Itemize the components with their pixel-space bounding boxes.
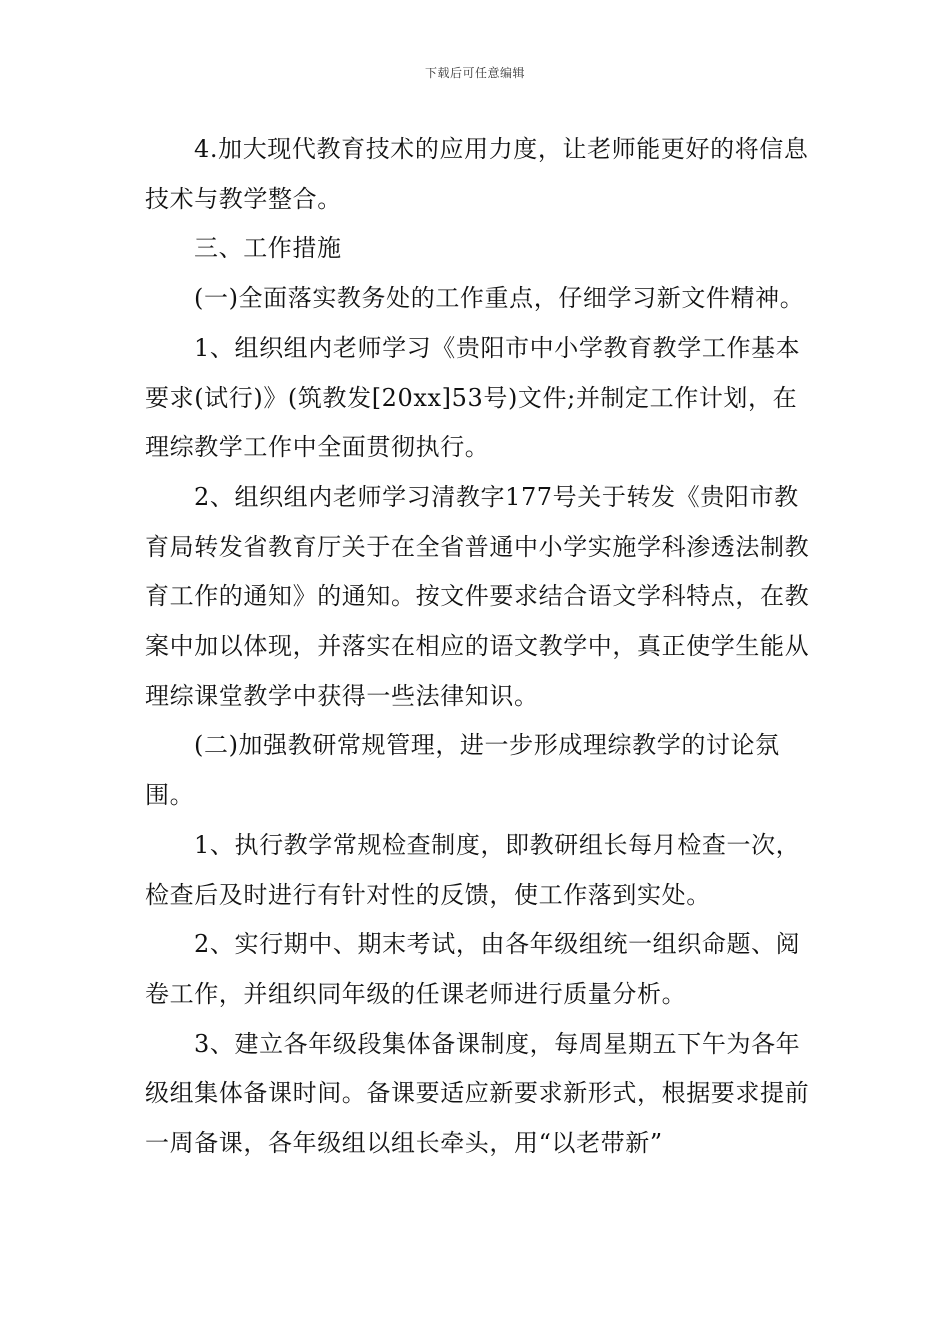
page-header: 下载后可任意编辑 bbox=[424, 66, 525, 80]
paragraph-measure-1-2: 2、组织组内老师学习清教字177号关于转发《贵阳市教育局转发省教育厅关于在全省普通中小学实施学科渗透法制教育工作的通知》的通知。按文件要求结合语文学科特点，在教案中加以体现，并落实在相应的语文教学中，真正使学生能从理综课堂教学中获得一些法律知识。 bbox=[145, 482, 810, 710]
paragraph-measure-2-2: 2、实行期中、期末考试，由各年级组统一组织命题、阅卷工作，并组织同年级的任课老师进行质量分析。 bbox=[145, 930, 801, 1008]
paragraph-measure-2-1: 1、执行教学常规检查制度，即教研组长每月检查一次，检查后及时进行有针对性的反馈，使工作落到实处。 bbox=[145, 830, 801, 909]
paragraph-measure-1-1: 1、组织组内老师学习《贵阳市中小学教育教学工作基本要求(试行)》(筑教发[20xx]53号)文件;并制定工作计划，在理综教学工作中全面贯彻执行。 bbox=[145, 333, 801, 462]
subsection-heading-1: (一)全面落实教务处的工作重点，仔细学习新文件精神。 bbox=[194, 284, 805, 313]
section-heading-work-measures: 三、工作措施 bbox=[194, 234, 342, 263]
paragraph-item-4: 4.加大现代教育技术的应用力度，让老师能更好的将信息技术与教学整合。 bbox=[145, 135, 809, 213]
subsection-heading-2: (二)加强教研常规管理，进一步形成理综教学的讨论氛围。 bbox=[145, 731, 780, 810]
paragraph-measure-2-3: 3、建立各年级段集体备课制度，每周星期五下午为各年级组集体备课时间。备课要适应新要求新形式，根据要求提前一周备课，各年级组以组长牵头，用“以老带新” bbox=[145, 1029, 810, 1158]
document-body bbox=[145, 125, 815, 1169]
